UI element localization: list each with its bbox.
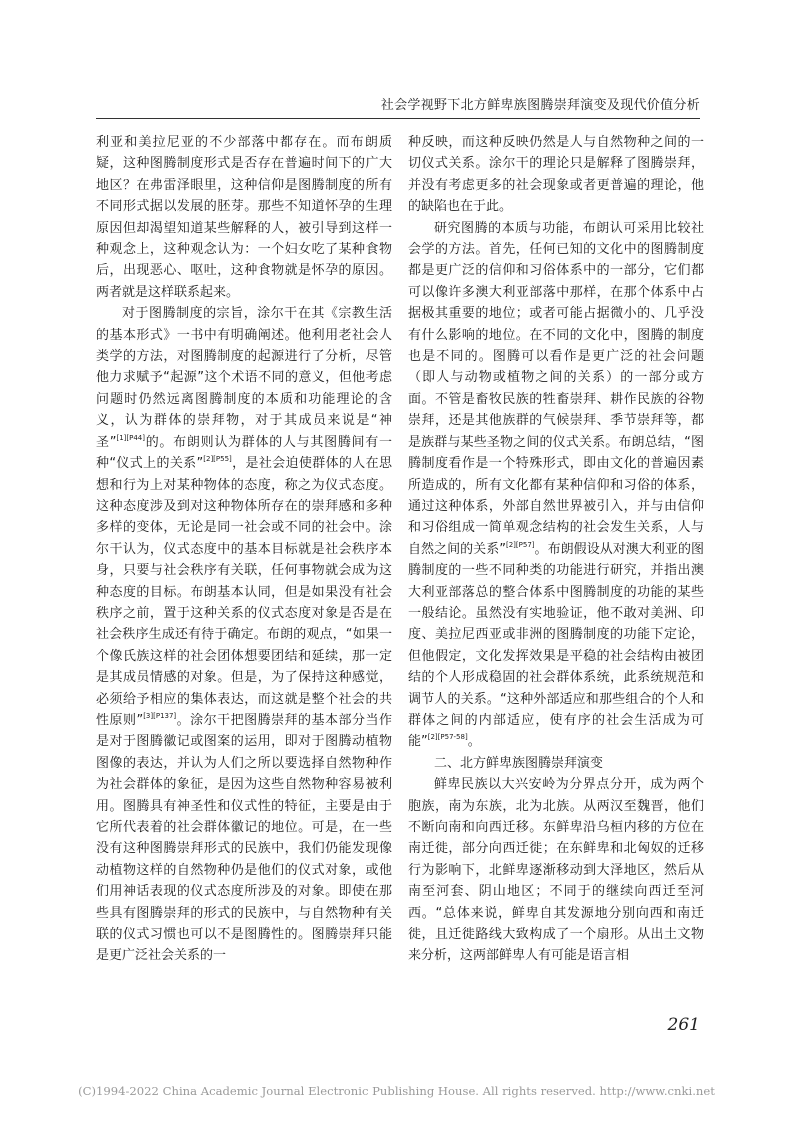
copyright-footer: (C)1994-2022 China Academic Journal Electronic Publishing House. All rights reserved. http://www.cnki.net	[78, 1084, 715, 1098]
body-text: 鲜卑民族以大兴安岭为分界点分开，成为两个胞族，南为东族，北为北族。从两汉至魏晋，他们不断向南和向西迁移。东鲜卑沿乌桓内移的方位在南迁徙，部分向西迁徙；在东鲜卑和北匈奴的迁移行为影响下，北鲜卑逐渐移动到大泽地区，然后从南至河套、阴山地区；不同于的继续向西迁至河西。“总体来说，鲜卑自其发源地分别向西和南迁徙，且迁徙路线大致构成了一个扇形。从出土文物来分析，这两部鲜卑人有可能是语言相	[408, 777, 704, 964]
body-text: 利亚和美拉尼亚的不少部落中都存在。而布朗质疑，这种图腾制度形式是否存在普遍时间下的广大地区？在弗雷泽眼里，这种信仰是图腾制度的所有不同形式据以发展的胚芽。那些不知道怀孕的生理原因但却渴望知道某些解释的人，被引导到这样一种观念上，这种观念认为：一个妇女吃了某种食物后，出现恶心、呕吐，这种食物就是怀孕的原因。两者就是这样联系起来。	[96, 135, 392, 300]
citation-reference: [1][P44]	[116, 433, 145, 442]
right-column-paragraph	[408, 132, 704, 218]
left-column	[96, 132, 392, 967]
body-text: 的。布朗则认为群体的人与其图腾间有一种“仪式上的关系”	[96, 434, 392, 472]
citation-reference: [2][P57]	[506, 540, 535, 549]
body-text: 。布朗假设从对澳大利亚的图腾制度的一些不同种类的功能进行研究，并指出澳大利亚部落总的整合体系中图腾制度的功能的某些一般结论。虽然没有实地验证，他不敢对美洲、印度、美拉尼西亚或非洲的图腾制度的功能下定论，但他假定，文化发挥效果是平稳的社会结构由被团结的个人形成稳固的社会群体系统，此系统规范和调节人的关系。“这种外部适应和那些组合的个人和群体之间的内部适应，使有序的社会生活成为可能”	[408, 541, 704, 750]
section-heading: 二、北方鲜卑族图腾崇拜演变	[434, 755, 604, 771]
citation-reference: [2][P55]	[203, 455, 232, 464]
right-column	[408, 132, 704, 967]
header-rule	[96, 118, 700, 119]
running-header: 社会学视野下北方鲜卑族图腾崇拜演变及现代价值分析	[380, 98, 700, 113]
left-column-paragraph	[96, 132, 392, 303]
body-text: 研究图腾的本质与功能，布朗认可采用比较社会学的方法。首先，任何已知的文化中的图腾制度都是更广泛的信仰和习俗体系中的一部分，它们都可以像许多澳大利亚部落中那样，在那个体系中占据极其重要的地位；或者可能占据微小的、几乎没有什么影响的地位。在不同的文化中，图腾的制度也是不同的。图腾可以看作是更广泛的社会问题（即人与动物或植物之间的关系）的一部分或方面。不管是畜牧民族的牲畜崇拜、耕作民族的谷物崇拜，还是其他族群的气候崇拜、季节崇拜等，都是族群与某些圣物之间的仪式关系。布朗总结，“图腾制度看作是一个特殊形式，即由文化的普遍因素所造成的，所有文化都有某种信仰和习俗的体系，通过这种体系，外部自然世界被引入，并与由信仰和习俗组成一简单观念结构的社会发生关系，人与自然之间的关系”	[408, 220, 704, 557]
right-column-paragraph	[408, 774, 704, 967]
body-text: ，是社会迫使群体的人在思想和行为上对某种物体的态度，称之为仪式态度。这种态度涉及到对这种物体所存在的崇拜感和多种多样的变体，无论是同一社会或不同的社会中。涂尔干认为，仪式态度中的基本目标就是社会秩序本身，只要与社会秩序有关联，任何事物就会成为这种态度的目标。布朗基本认同，但是如果没有社会秩序之前，置于这种关系的仪式态度对象是否是在社会秩序生成还有待于确定。布朗的观点，“如果一个像氏族这样的社会团体想要团结和延续，那一定是其成员情感的对象。但是，为了保持这种感觉，必须给予相应的集体表达，而这就是整个社会的共性原则”	[96, 456, 392, 728]
citation-reference: [2][P57-58]	[427, 733, 468, 742]
page-number: 261	[667, 1015, 700, 1035]
body-text: 对于图腾制度的宗旨，涂尔干在其《宗教生活的基本形式》一书中有明确阐述。他利用老社会人类学的方法，对图腾制度的起源进行了分析，尽管他力求赋予“起源”这个术语不同的意义，但他考虑问题时仍然远离图腾制度的本质和功能理论的含义，认为群体的崇拜物，对于其成员来说是“神圣”	[96, 306, 392, 450]
right-column-paragraph	[408, 218, 704, 753]
body-text: 。	[467, 734, 481, 750]
citation-reference: [3][P137]	[143, 711, 177, 720]
body-text: 种反映，而这种反映仍然是人与自然物种之间的一切仪式关系。涂尔干的理论只是解释了图腾崇拜，并没有考虑更多的社会现象或者更普遍的理论，他的缺陷也在于此。	[408, 135, 704, 215]
body-text: 。涂尔干把图腾崇拜的基本部分当作是对于图腾徽记或图案的运用，即对于图腾动植物图像的表达，并认为人们之所以要选择自然物种作为社会群体的象征，是因为这些自然物种容易被利用。图腾具有神圣性和仪式性的特征，主要是由于它所代表着的社会群体徽记的地位。可是，在一些没有这种图腾崇拜形式的民族中，我们仍能发现像动植物这样的自然物种仍是他们的仪式对象，或他们用神话表现的仪式态度所涉及的对象。即使在那些具有图腾崇拜的形式的民族中，与自然物种有关联的仪式习惯也可以不是图腾性的。图腾崇拜只能是更广泛社会关系的一	[96, 712, 392, 964]
left-column-paragraph	[96, 303, 392, 967]
